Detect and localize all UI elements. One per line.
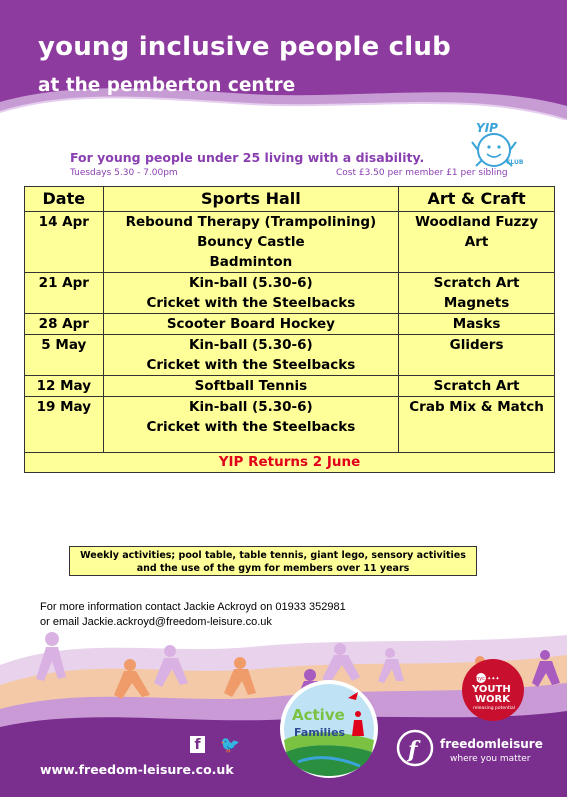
date-cell: 14 Apr	[25, 212, 104, 273]
activity: Gliders	[449, 337, 504, 353]
activity: Cricket with the Steelbacks	[146, 295, 356, 311]
table-row	[25, 314, 555, 335]
sports-hall-cell	[103, 273, 399, 314]
website-url[interactable]: www.freedom-leisure.co.uk	[40, 762, 234, 777]
contact-line-1: For more information contact Jackie Ackroyd on 01933 352981	[40, 601, 346, 613]
activity: Badminton	[209, 254, 293, 270]
art-craft-cell	[399, 212, 555, 273]
activity: Rebound Therapy (Trampolining)	[125, 214, 377, 230]
header-sports-hall: Sports Hall	[103, 187, 399, 212]
svg-text:✦✦✦: ✦✦✦	[487, 676, 500, 682]
activity: Cricket with the Steelbacks	[146, 419, 356, 435]
art-craft-cell	[399, 376, 555, 397]
sports-hall-cell	[103, 212, 399, 273]
table-row	[25, 397, 555, 453]
sports-hall-cell	[103, 376, 399, 397]
date-cell: 5 May	[25, 335, 104, 376]
table-header-row	[25, 187, 555, 212]
weekly-line-1: Weekly activities; pool table, table tennis, giant lego, sensory activities	[80, 550, 466, 561]
page-title: young inclusive people club	[38, 32, 451, 62]
returns-note: YIP Returns 2 June	[25, 453, 555, 473]
sports-hall-cell	[103, 335, 399, 376]
table-footer-row	[25, 453, 555, 473]
freedom-leisure-logo-icon	[395, 728, 435, 768]
page-subtitle: at the pemberton centre	[38, 75, 296, 96]
schedule-table	[24, 186, 555, 473]
art-craft-cell	[399, 273, 555, 314]
twitter-icon[interactable]: 🐦	[220, 735, 240, 754]
sports-hall-cell	[103, 314, 399, 335]
header-art-craft: Art & Craft	[399, 187, 555, 212]
active-text: Active	[292, 706, 345, 724]
youth-tagline: releasing potential	[473, 706, 516, 711]
table-row	[25, 212, 555, 273]
date-cell: 12 May	[25, 376, 104, 397]
weekly-activities-box	[69, 546, 477, 576]
activity: Woodland Fuzzy	[415, 214, 539, 230]
youth-title-2: WORK	[475, 694, 510, 705]
activity: Masks	[452, 316, 501, 332]
header-banner	[0, 0, 567, 120]
youth-brand: nyc	[476, 676, 485, 682]
activity: Kin-ball (5.30-6)	[189, 337, 313, 353]
activity: Scratch Art	[433, 378, 520, 394]
contact-email[interactable]: or email Jackie.ackroyd@freedom-leisure.co.uk	[40, 616, 272, 628]
activity: Art	[464, 234, 489, 250]
activity: Kin-ball (5.30-6)	[189, 399, 313, 415]
activity: Crab Mix & Match	[409, 399, 544, 415]
art-craft-cell	[399, 397, 555, 453]
active-families-logo	[278, 678, 380, 780]
activity: Kin-ball (5.30-6)	[189, 275, 313, 291]
yip-logo-subtext: CLUB	[506, 159, 524, 166]
header-date: Date	[25, 187, 104, 212]
freedom-leisure-tagline: where you matter	[450, 754, 531, 764]
activity: Scooter Board Hockey	[166, 316, 335, 332]
activity: Magnets	[443, 295, 510, 311]
svg-text:f: f	[408, 737, 418, 763]
art-craft-cell	[399, 314, 555, 335]
youth-title-1: YOUTH	[472, 684, 511, 695]
table-row	[25, 335, 555, 376]
tagline: For young people under 25 living with a disability.	[70, 150, 425, 165]
cost-info: Cost £3.50 per member £1 per sibling	[336, 168, 508, 178]
activity: Scratch Art	[433, 275, 520, 291]
session-times: Tuesdays 5.30 - 7.00pm	[70, 168, 178, 178]
weekly-line-2: and the use of the gym for members over 11 years	[136, 563, 410, 574]
table-row	[25, 376, 555, 397]
activity: Cricket with the Steelbacks	[146, 357, 356, 373]
families-text: Families	[294, 726, 346, 739]
date-cell: 19 May	[25, 397, 104, 453]
facebook-icon[interactable]: f	[190, 736, 205, 753]
table-row	[25, 273, 555, 314]
freedom-leisure-name: freedomleisure	[440, 737, 543, 751]
date-cell: 28 Apr	[25, 314, 104, 335]
yip-logo-text: YIP	[476, 121, 498, 135]
date-cell: 21 Apr	[25, 273, 104, 314]
youth-work-logo	[461, 658, 525, 722]
activity: Bouncy Castle	[197, 234, 305, 250]
art-craft-cell	[399, 335, 555, 376]
sports-hall-cell	[103, 397, 399, 453]
yip-club-logo	[462, 120, 526, 170]
activity: Softball Tennis	[194, 378, 308, 394]
